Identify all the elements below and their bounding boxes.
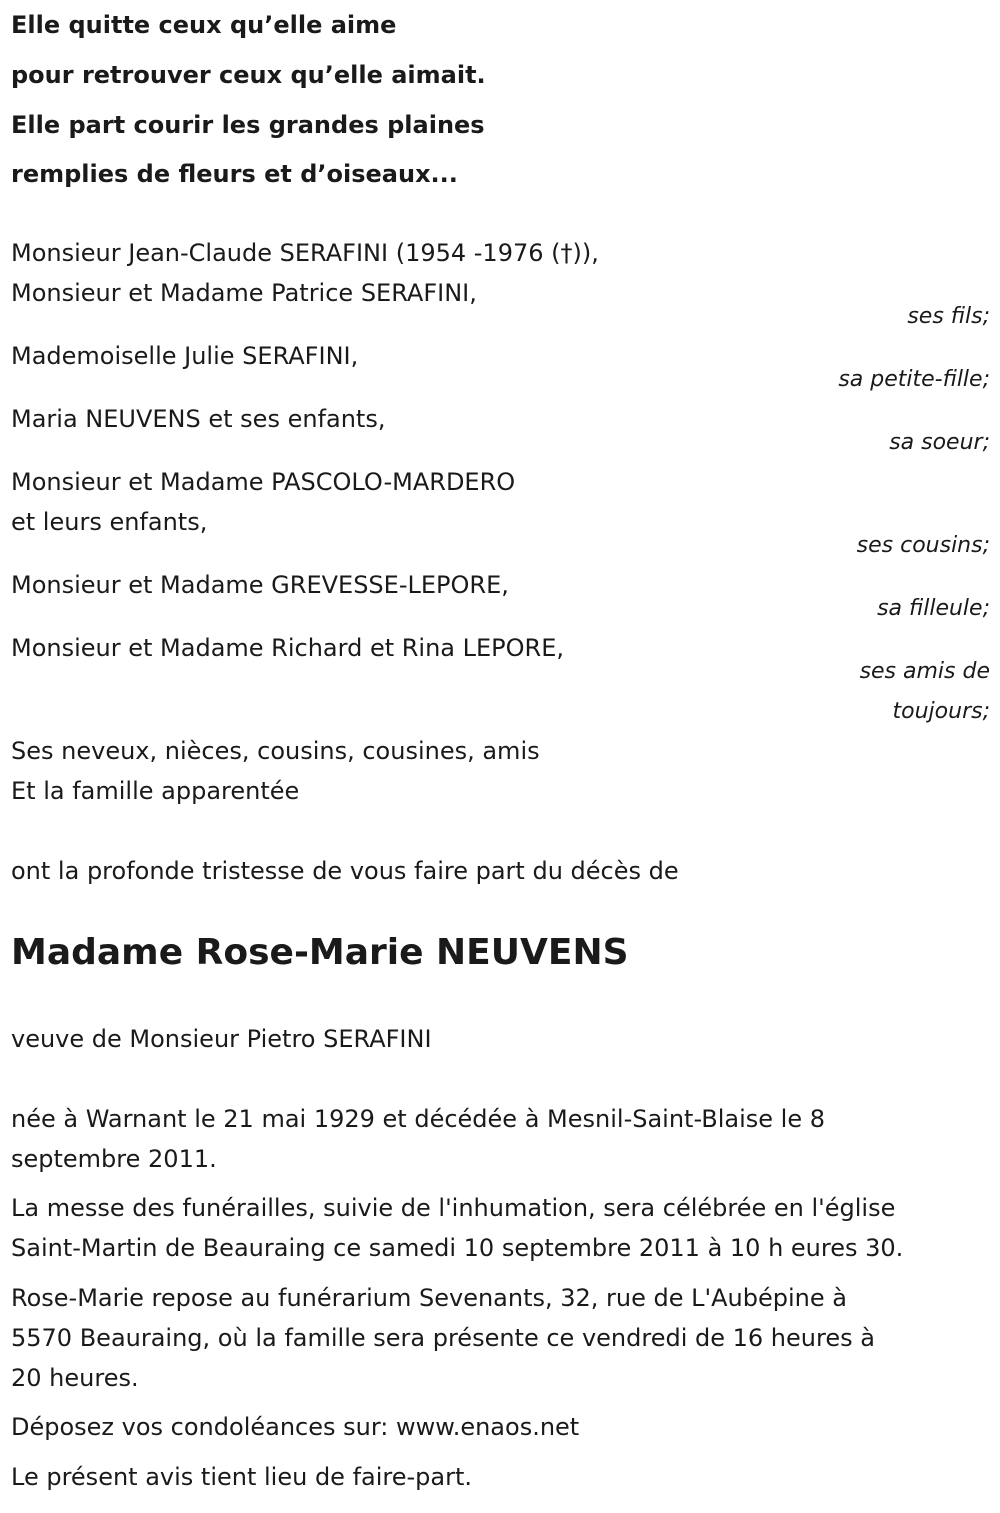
family-role: ses cousins;: [856, 533, 990, 558]
family-member: Monsieur et Madame GREVESSE-LEPORE,: [11, 571, 509, 599]
family-member: Ses neveux, nièces, cousins, cousines, amis: [11, 737, 540, 765]
poem-line: Elle quitte ceux qu’elle aime: [11, 11, 397, 39]
family-member: Monsieur et Madame Richard et Rina LEPORE,: [11, 634, 565, 662]
poem-line: remplies de fleurs et d’oiseaux...: [11, 160, 458, 188]
widow-of: veuve de Monsieur Pietro SERAFINI: [11, 1025, 432, 1053]
funeral-mass-info: Saint-Martin de Beauraing ce samedi 10 septembre 2011 à 10 h eures 30.: [11, 1234, 904, 1262]
condolences-info: Déposez vos condoléances sur: www.enaos.net: [11, 1413, 580, 1441]
family-role: ses amis de: [859, 659, 990, 684]
family-member: Monsieur et Madame PASCOLO-MARDERO: [11, 468, 516, 496]
birth-death-info: septembre 2011.: [11, 1145, 217, 1173]
birth-death-info: née à Warnant le 21 mai 1929 et décédée à Mesnil-Saint-Blaise le 8: [11, 1105, 825, 1133]
family-role: toujours;: [892, 699, 990, 724]
poem-line: Elle part courir les grandes plaines: [11, 111, 485, 139]
funerarium-info: Rose-Marie repose au funérarium Sevenants, 32, rue de L'Aubépine à: [11, 1284, 847, 1312]
family-member: Monsieur Jean-Claude SERAFINI (1954 -1976 (†)),: [11, 239, 599, 267]
family-member: et leurs enfants,: [11, 508, 208, 536]
family-member: Monsieur et Madame Patrice SERAFINI,: [11, 279, 477, 307]
notice-text: Le présent avis tient lieu de faire-part.: [11, 1463, 473, 1491]
family-role: sa petite-fille;: [838, 367, 990, 392]
funerarium-info: 20 heures.: [11, 1364, 139, 1392]
deceased-name: Madame Rose-Marie NEUVENS: [11, 932, 629, 973]
family-member: Mademoiselle Julie SERAFINI,: [11, 342, 359, 370]
announcement: ont la profonde tristesse de vous faire part du décès de: [11, 857, 679, 885]
funerarium-info: 5570 Beauraing, où la famille sera présente ce vendredi de 16 heures à: [11, 1324, 875, 1352]
family-member: Et la famille apparentée: [11, 777, 300, 805]
family-role: sa soeur;: [889, 430, 990, 455]
family-member: Maria NEUVENS et ses enfants,: [11, 405, 386, 433]
funeral-mass-info: La messe des funérailles, suivie de l'inhumation, sera célébrée en l'église: [11, 1194, 896, 1222]
poem-line: pour retrouver ceux qu’elle aimait.: [11, 61, 486, 89]
family-role: ses fils;: [907, 304, 990, 329]
family-role: sa filleule;: [877, 596, 990, 621]
